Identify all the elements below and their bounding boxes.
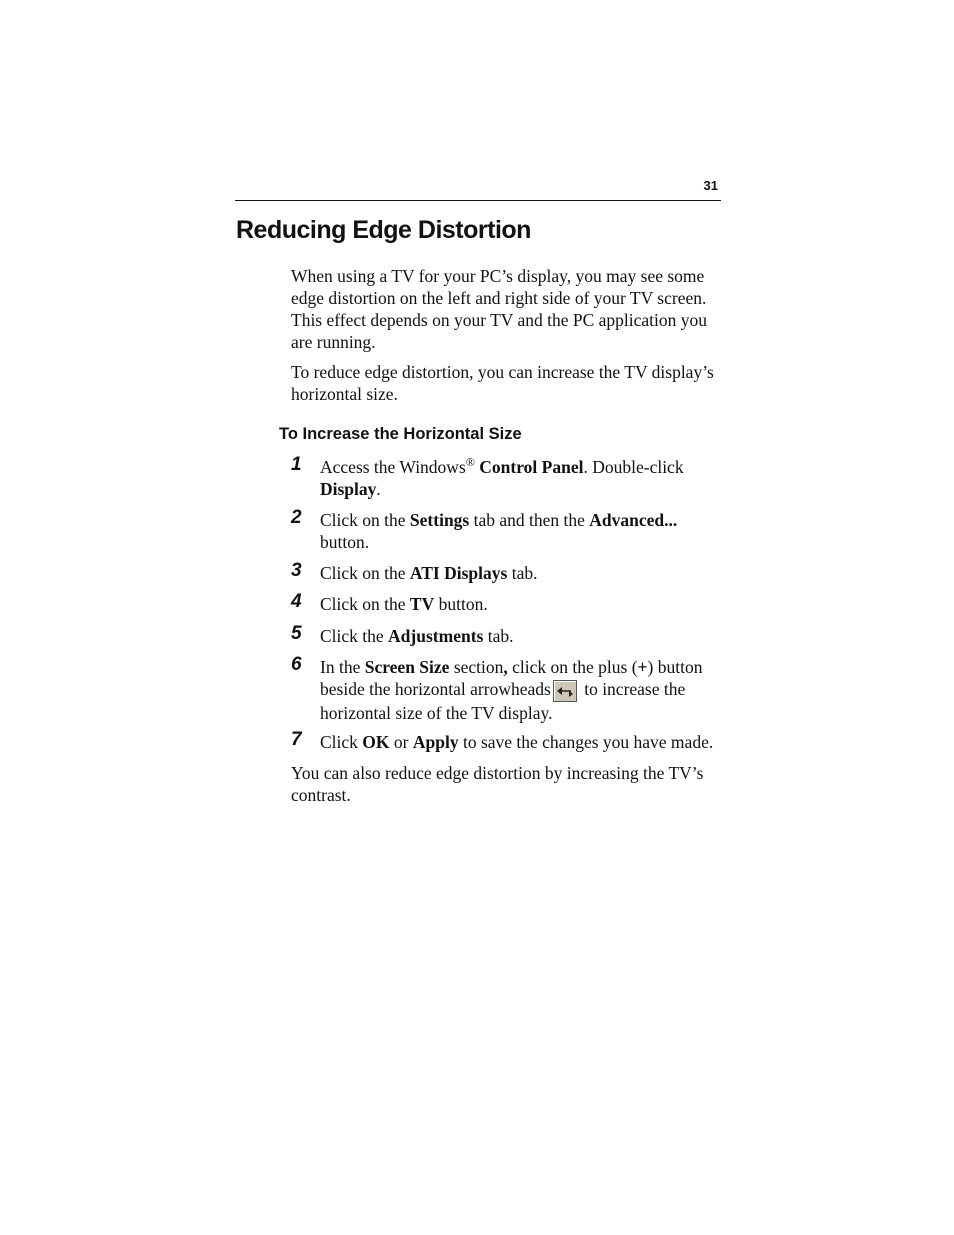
apply-label: Apply (412, 732, 459, 752)
page-number: 31 (703, 178, 718, 193)
section-heading: To Increase the Horizontal Size (279, 425, 522, 443)
step-text-part: ) button beside the horizontal arrowheads (320, 657, 703, 699)
step-text-part: Click the (320, 626, 389, 646)
adjustments-label: Adjustments (388, 626, 484, 646)
step-text-part: tab. (507, 563, 538, 583)
step-text-part: Access the Windows (320, 457, 466, 477)
ok-label: OK (362, 732, 390, 752)
step-text-part: to increase the horizontal size of the TV display. (320, 679, 686, 723)
step-number: 7 (291, 729, 302, 750)
step-text-part: tab. (483, 626, 514, 646)
step-number: 1 (291, 454, 302, 475)
step-text-part: Click on the (320, 563, 410, 583)
step-text-part: Click on the (320, 510, 410, 530)
step-number: 6 (291, 654, 302, 675)
step-text-part: click on the plus ( (507, 657, 638, 677)
step-text (320, 731, 725, 753)
step-text-part: In the (320, 657, 365, 677)
tv-label: TV (409, 594, 435, 614)
comma: , (503, 657, 508, 677)
step-text-part: Click on the (320, 594, 410, 614)
step-number: 4 (291, 591, 302, 612)
step-text-part: . (376, 479, 381, 499)
plus-sign: + (637, 657, 648, 677)
header-rule (235, 200, 721, 201)
display-label: Display (320, 479, 377, 499)
step-text-part: button. (320, 532, 370, 552)
screen-size-label: Screen Size (364, 657, 450, 677)
step-text (320, 593, 725, 615)
step-text (320, 562, 725, 584)
step-text-part: Click (320, 732, 363, 752)
settings-label: Settings (409, 510, 470, 530)
step-text-part: tab and then the (469, 510, 590, 530)
horizontal-arrowheads-icon (553, 680, 577, 702)
step-text-part: section (449, 657, 504, 677)
intro-paragraph-1: When using a TV for your PC’s display, you may see some edge distortion on the left and right side of your TV screen. This effect depends on your TV and the PC application you are running. (291, 266, 708, 352)
intro-paragraph-2: To reduce edge distortion, you can increase the TV display’s horizontal size. (291, 362, 714, 404)
step-text (320, 456, 725, 500)
ati-displays-label: ATI Displays (409, 563, 508, 583)
step-number: 3 (291, 560, 302, 581)
step-text-part: to save the changes you have made. (458, 732, 714, 752)
step-number: 5 (291, 623, 302, 644)
registered-mark: ® (465, 455, 475, 469)
control-panel-label: Control Panel (479, 457, 584, 477)
step-text (320, 656, 725, 724)
step-text-part: or (389, 732, 413, 752)
step-text (320, 625, 725, 647)
advanced-label: Advanced... (589, 510, 678, 530)
step-text (320, 509, 725, 553)
page-title: Reducing Edge Distortion (236, 216, 531, 244)
step-text-part: . Double-click (583, 457, 684, 477)
closing-paragraph: You can also reduce edge distortion by increasing the TV’s contrast. (291, 763, 704, 805)
step-number: 2 (291, 507, 302, 528)
step-text-part: button. (434, 594, 488, 614)
